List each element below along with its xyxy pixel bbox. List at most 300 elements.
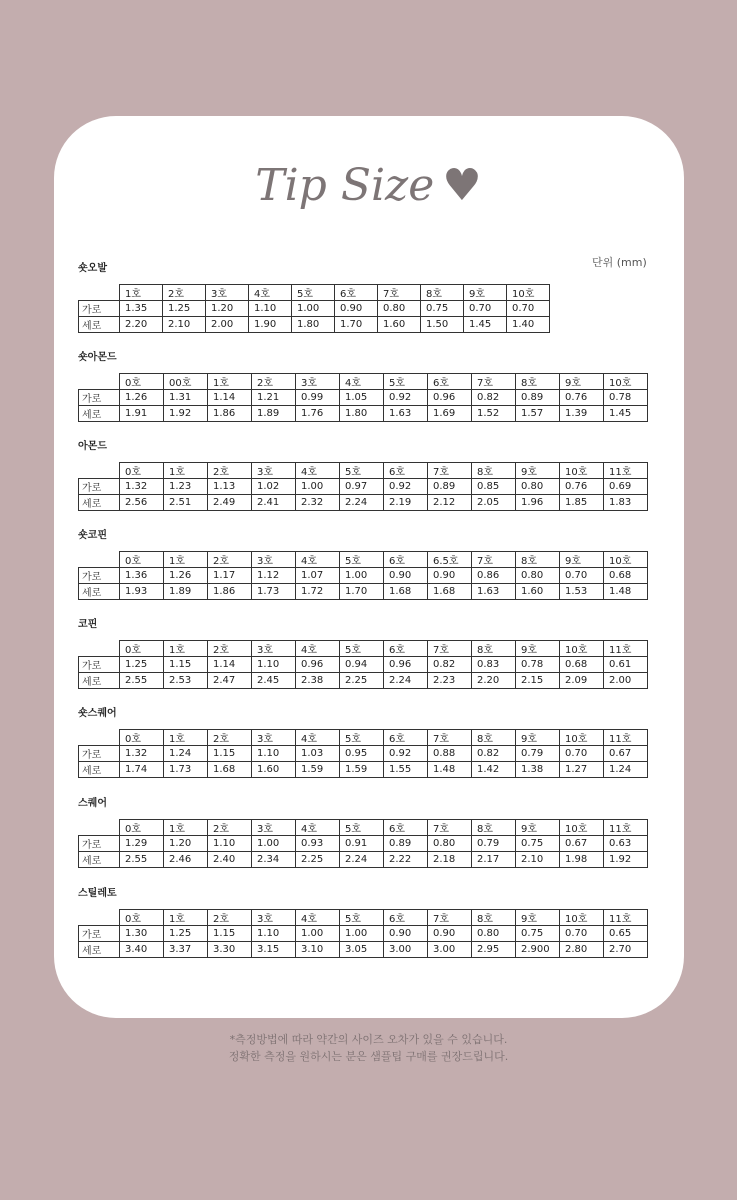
table-row bbox=[79, 657, 648, 673]
width-cell: 1.10 bbox=[252, 746, 296, 762]
width-cell: 0.63 bbox=[604, 836, 648, 852]
width-cell: 0.90 bbox=[384, 926, 428, 942]
size-header-cell: 10호 bbox=[560, 463, 604, 479]
size-header-cell: 7호 bbox=[428, 730, 472, 746]
length-cell: 1.48 bbox=[428, 762, 472, 778]
width-cell: 1.23 bbox=[164, 479, 208, 495]
length-cell: 2.19 bbox=[384, 495, 428, 511]
size-section bbox=[78, 529, 648, 600]
length-cell: 1.70 bbox=[335, 317, 378, 333]
header-corner bbox=[79, 374, 120, 390]
size-header-cell: 1호 bbox=[164, 730, 208, 746]
size-header-cell: 5호 bbox=[340, 552, 384, 568]
table-row bbox=[79, 852, 648, 868]
size-header-cell: 5호 bbox=[340, 820, 384, 836]
length-cell: 1.55 bbox=[384, 762, 428, 778]
length-cell: 1.60 bbox=[252, 762, 296, 778]
length-cell: 1.74 bbox=[120, 762, 164, 778]
size-section bbox=[78, 440, 648, 511]
length-cell: 2.56 bbox=[120, 495, 164, 511]
length-cell: 2.17 bbox=[472, 852, 516, 868]
width-cell: 0.88 bbox=[428, 746, 472, 762]
row-label: 세로 bbox=[79, 495, 120, 511]
width-cell: 1.29 bbox=[120, 836, 164, 852]
table-row bbox=[79, 463, 648, 479]
header-corner bbox=[79, 641, 120, 657]
width-cell: 0.67 bbox=[560, 836, 604, 852]
table-row bbox=[79, 495, 648, 511]
width-cell: 0.70 bbox=[560, 746, 604, 762]
width-cell: 1.14 bbox=[208, 657, 252, 673]
width-cell: 0.93 bbox=[296, 836, 340, 852]
size-header-cell: 6호 bbox=[384, 820, 428, 836]
length-cell: 2.51 bbox=[164, 495, 208, 511]
size-header-cell: 0호 bbox=[120, 463, 164, 479]
width-cell: 0.80 bbox=[516, 479, 560, 495]
width-cell: 1.10 bbox=[249, 301, 292, 317]
length-cell: 1.42 bbox=[472, 762, 516, 778]
size-header-cell: 10호 bbox=[560, 730, 604, 746]
size-header-cell: 11호 bbox=[604, 730, 648, 746]
row-label: 세로 bbox=[79, 406, 120, 422]
size-header-cell: 0호 bbox=[120, 552, 164, 568]
length-cell: 1.39 bbox=[560, 406, 604, 422]
size-table bbox=[78, 373, 648, 422]
width-cell: 1.25 bbox=[164, 926, 208, 942]
size-header-cell: 0호 bbox=[120, 641, 164, 657]
section-title: 숏코핀 bbox=[78, 530, 107, 541]
length-cell: 3.37 bbox=[164, 942, 208, 958]
length-cell: 2.10 bbox=[163, 317, 206, 333]
size-header-cell: 9호 bbox=[516, 820, 560, 836]
length-cell: 2.40 bbox=[208, 852, 252, 868]
length-cell: 1.68 bbox=[384, 584, 428, 600]
length-cell: 1.91 bbox=[120, 406, 164, 422]
size-header-cell: 11호 bbox=[604, 641, 648, 657]
length-cell: 3.15 bbox=[252, 942, 296, 958]
width-cell: 1.10 bbox=[252, 657, 296, 673]
length-cell: 1.59 bbox=[296, 762, 340, 778]
width-cell: 0.68 bbox=[604, 568, 648, 584]
length-cell: 1.59 bbox=[340, 762, 384, 778]
size-header-cell: 4호 bbox=[296, 552, 340, 568]
size-header-cell: 7호 bbox=[428, 910, 472, 926]
width-cell: 1.15 bbox=[208, 746, 252, 762]
length-cell: 1.52 bbox=[472, 406, 516, 422]
size-header-cell: 3호 bbox=[252, 910, 296, 926]
length-cell: 2.24 bbox=[384, 673, 428, 689]
size-table bbox=[78, 909, 648, 958]
width-cell: 0.89 bbox=[516, 390, 560, 406]
table-row bbox=[79, 836, 648, 852]
size-header-cell: 7호 bbox=[428, 463, 472, 479]
table-row bbox=[79, 285, 550, 301]
table-row bbox=[79, 374, 648, 390]
unit-label: 단위 (mm) bbox=[592, 256, 647, 269]
size-header-cell: 7호 bbox=[472, 374, 516, 390]
length-cell: 2.38 bbox=[296, 673, 340, 689]
width-cell: 0.80 bbox=[428, 836, 472, 852]
width-cell: 0.67 bbox=[604, 746, 648, 762]
width-cell: 1.10 bbox=[208, 836, 252, 852]
width-cell: 0.80 bbox=[516, 568, 560, 584]
length-cell: 2.22 bbox=[384, 852, 428, 868]
size-header-cell: 2호 bbox=[163, 285, 206, 301]
header-corner bbox=[79, 730, 120, 746]
width-cell: 0.70 bbox=[560, 926, 604, 942]
length-cell: 1.73 bbox=[164, 762, 208, 778]
size-section bbox=[78, 887, 648, 958]
size-header-cell: 1호 bbox=[164, 910, 208, 926]
width-cell: 0.90 bbox=[384, 568, 428, 584]
size-table bbox=[78, 462, 648, 511]
width-cell: 0.79 bbox=[472, 836, 516, 852]
size-header-cell: 8호 bbox=[421, 285, 464, 301]
length-cell: 2.41 bbox=[252, 495, 296, 511]
width-cell: 0.89 bbox=[428, 479, 472, 495]
size-header-cell: 9호 bbox=[516, 730, 560, 746]
table-row bbox=[79, 673, 648, 689]
section-title: 코핀 bbox=[78, 619, 98, 630]
length-cell: 2.24 bbox=[340, 495, 384, 511]
size-header-cell: 4호 bbox=[296, 910, 340, 926]
width-cell: 1.36 bbox=[120, 568, 164, 584]
size-header-cell: 3호 bbox=[252, 730, 296, 746]
length-cell: 2.24 bbox=[340, 852, 384, 868]
length-cell: 2.53 bbox=[164, 673, 208, 689]
width-cell: 0.82 bbox=[472, 390, 516, 406]
size-header-cell: 9호 bbox=[464, 285, 507, 301]
size-header-cell: 5호 bbox=[340, 910, 384, 926]
width-cell: 0.65 bbox=[604, 926, 648, 942]
size-header-cell: 0호 bbox=[120, 730, 164, 746]
width-cell: 0.83 bbox=[472, 657, 516, 673]
length-cell: 2.25 bbox=[296, 852, 340, 868]
row-label: 세로 bbox=[79, 942, 120, 958]
size-section bbox=[78, 262, 550, 333]
width-cell: 0.61 bbox=[604, 657, 648, 673]
length-cell: 1.57 bbox=[516, 406, 560, 422]
size-header-cell: 1호 bbox=[208, 374, 252, 390]
size-header-cell: 9호 bbox=[516, 641, 560, 657]
size-header-cell: 8호 bbox=[472, 910, 516, 926]
length-cell: 3.40 bbox=[120, 942, 164, 958]
length-cell: 2.55 bbox=[120, 673, 164, 689]
width-cell: 1.00 bbox=[296, 926, 340, 942]
width-cell: 0.75 bbox=[516, 836, 560, 852]
size-header-cell: 9호 bbox=[516, 463, 560, 479]
header-corner bbox=[79, 285, 120, 301]
header-corner bbox=[79, 910, 120, 926]
length-cell: 2.45 bbox=[252, 673, 296, 689]
length-cell: 1.72 bbox=[296, 584, 340, 600]
size-header-cell: 7호 bbox=[428, 641, 472, 657]
size-header-cell: 8호 bbox=[516, 552, 560, 568]
width-cell: 0.92 bbox=[384, 746, 428, 762]
length-cell: 2.18 bbox=[428, 852, 472, 868]
width-cell: 1.07 bbox=[296, 568, 340, 584]
row-label: 가로 bbox=[79, 568, 120, 584]
row-label: 가로 bbox=[79, 657, 120, 673]
row-label: 세로 bbox=[79, 762, 120, 778]
size-header-cell: 3호 bbox=[252, 641, 296, 657]
width-cell: 1.24 bbox=[164, 746, 208, 762]
length-cell: 1.68 bbox=[428, 584, 472, 600]
size-section bbox=[78, 707, 648, 778]
heart-icon: ♥ bbox=[442, 160, 482, 211]
header-corner bbox=[79, 552, 120, 568]
size-header-cell: 1호 bbox=[164, 641, 208, 657]
size-header-cell: 3호 bbox=[252, 552, 296, 568]
size-header-cell: 5호 bbox=[340, 730, 384, 746]
width-cell: 1.25 bbox=[120, 657, 164, 673]
width-cell: 0.97 bbox=[340, 479, 384, 495]
width-cell: 0.78 bbox=[516, 657, 560, 673]
size-header-cell: 6호 bbox=[384, 910, 428, 926]
section-title: 숏스퀘어 bbox=[78, 708, 117, 719]
length-cell: 2.34 bbox=[252, 852, 296, 868]
width-cell: 0.75 bbox=[516, 926, 560, 942]
section-title: 스틸레토 bbox=[78, 888, 117, 899]
length-cell: 1.24 bbox=[604, 762, 648, 778]
size-header-cell: 7호 bbox=[472, 552, 516, 568]
length-cell: 1.60 bbox=[378, 317, 421, 333]
length-cell: 1.63 bbox=[384, 406, 428, 422]
size-header-cell: 8호 bbox=[472, 730, 516, 746]
table-row bbox=[79, 584, 648, 600]
size-table bbox=[78, 729, 648, 778]
length-cell: 1.48 bbox=[604, 584, 648, 600]
size-header-cell: 7호 bbox=[378, 285, 421, 301]
size-header-cell: 10호 bbox=[604, 374, 648, 390]
size-header-cell: 2호 bbox=[208, 910, 252, 926]
table-row bbox=[79, 390, 648, 406]
table-row bbox=[79, 568, 648, 584]
size-header-cell: 5호 bbox=[384, 374, 428, 390]
width-cell: 1.00 bbox=[292, 301, 335, 317]
size-header-cell: 6호 bbox=[335, 285, 378, 301]
length-cell: 1.80 bbox=[292, 317, 335, 333]
length-cell: 2.10 bbox=[516, 852, 560, 868]
table-row bbox=[79, 942, 648, 958]
width-cell: 1.14 bbox=[208, 390, 252, 406]
size-section bbox=[78, 618, 648, 689]
size-header-cell: 0호 bbox=[120, 374, 164, 390]
length-cell: 1.40 bbox=[507, 317, 550, 333]
width-cell: 0.96 bbox=[296, 657, 340, 673]
width-cell: 0.96 bbox=[428, 390, 472, 406]
footer-note bbox=[0, 1031, 737, 1065]
size-header-cell: 10호 bbox=[560, 641, 604, 657]
length-cell: 1.92 bbox=[164, 406, 208, 422]
width-cell: 0.85 bbox=[472, 479, 516, 495]
row-label: 가로 bbox=[79, 746, 120, 762]
width-cell: 0.82 bbox=[472, 746, 516, 762]
length-cell: 1.50 bbox=[421, 317, 464, 333]
length-cell: 3.10 bbox=[296, 942, 340, 958]
footer-line: 정확한 측정을 원하시는 분은 샘플팁 구매를 권장드립니다. bbox=[228, 1050, 509, 1063]
length-cell: 2.80 bbox=[560, 942, 604, 958]
length-cell: 1.69 bbox=[428, 406, 472, 422]
size-header-cell: 4호 bbox=[296, 730, 340, 746]
width-cell: 1.35 bbox=[120, 301, 163, 317]
width-cell: 0.80 bbox=[378, 301, 421, 317]
size-header-cell: 6.5호 bbox=[428, 552, 472, 568]
width-cell: 1.20 bbox=[206, 301, 249, 317]
width-cell: 1.13 bbox=[208, 479, 252, 495]
size-header-cell: 4호 bbox=[340, 374, 384, 390]
width-cell: 1.31 bbox=[164, 390, 208, 406]
length-cell: 2.900 bbox=[516, 942, 560, 958]
length-cell: 1.60 bbox=[516, 584, 560, 600]
width-cell: 0.75 bbox=[421, 301, 464, 317]
width-cell: 1.26 bbox=[120, 390, 164, 406]
table-row bbox=[79, 406, 648, 422]
table-row bbox=[79, 926, 648, 942]
length-cell: 2.15 bbox=[516, 673, 560, 689]
table-row bbox=[79, 746, 648, 762]
width-cell: 1.10 bbox=[252, 926, 296, 942]
width-cell: 0.90 bbox=[428, 568, 472, 584]
length-cell: 1.90 bbox=[249, 317, 292, 333]
length-cell: 2.70 bbox=[604, 942, 648, 958]
length-cell: 2.25 bbox=[340, 673, 384, 689]
size-header-cell: 10호 bbox=[560, 820, 604, 836]
width-cell: 1.00 bbox=[252, 836, 296, 852]
section-title: 스퀘어 bbox=[78, 798, 107, 809]
row-label: 가로 bbox=[79, 479, 120, 495]
width-cell: 1.26 bbox=[164, 568, 208, 584]
size-header-cell: 11호 bbox=[604, 463, 648, 479]
width-cell: 1.32 bbox=[120, 479, 164, 495]
width-cell: 0.96 bbox=[384, 657, 428, 673]
size-header-cell: 6호 bbox=[384, 552, 428, 568]
length-cell: 1.98 bbox=[560, 852, 604, 868]
row-label: 가로 bbox=[79, 836, 120, 852]
length-cell: 1.83 bbox=[604, 495, 648, 511]
size-header-cell: 4호 bbox=[249, 285, 292, 301]
row-label: 세로 bbox=[79, 584, 120, 600]
length-cell: 3.00 bbox=[428, 942, 472, 958]
size-header-cell: 3호 bbox=[206, 285, 249, 301]
size-header-cell: 0호 bbox=[120, 820, 164, 836]
width-cell: 0.92 bbox=[384, 390, 428, 406]
length-cell: 1.89 bbox=[164, 584, 208, 600]
size-header-cell: 9호 bbox=[560, 374, 604, 390]
row-label: 세로 bbox=[79, 852, 120, 868]
section-title: 숏오발 bbox=[78, 263, 107, 274]
size-header-cell: 8호 bbox=[472, 820, 516, 836]
size-header-cell: 10호 bbox=[604, 552, 648, 568]
size-header-cell: 11호 bbox=[604, 910, 648, 926]
width-cell: 1.05 bbox=[340, 390, 384, 406]
length-cell: 2.95 bbox=[472, 942, 516, 958]
width-cell: 1.25 bbox=[163, 301, 206, 317]
size-header-cell: 2호 bbox=[208, 552, 252, 568]
length-cell: 2.05 bbox=[472, 495, 516, 511]
width-cell: 0.82 bbox=[428, 657, 472, 673]
width-cell: 0.94 bbox=[340, 657, 384, 673]
size-header-cell: 10호 bbox=[507, 285, 550, 301]
size-header-cell: 5호 bbox=[292, 285, 335, 301]
size-header-cell: 10호 bbox=[560, 910, 604, 926]
length-cell: 2.00 bbox=[604, 673, 648, 689]
size-header-cell: 8호 bbox=[516, 374, 560, 390]
size-header-cell: 1호 bbox=[164, 552, 208, 568]
width-cell: 1.00 bbox=[340, 926, 384, 942]
length-cell: 2.09 bbox=[560, 673, 604, 689]
size-table bbox=[78, 284, 550, 333]
length-cell: 2.20 bbox=[120, 317, 163, 333]
size-table bbox=[78, 551, 648, 600]
row-label: 가로 bbox=[79, 390, 120, 406]
table-row bbox=[79, 641, 648, 657]
width-cell: 0.80 bbox=[472, 926, 516, 942]
width-cell: 0.70 bbox=[507, 301, 550, 317]
size-header-cell: 3호 bbox=[296, 374, 340, 390]
width-cell: 0.68 bbox=[560, 657, 604, 673]
length-cell: 1.93 bbox=[120, 584, 164, 600]
size-header-cell: 2호 bbox=[208, 820, 252, 836]
length-cell: 2.46 bbox=[164, 852, 208, 868]
size-section bbox=[78, 351, 648, 422]
size-header-cell: 5호 bbox=[340, 463, 384, 479]
length-cell: 1.70 bbox=[340, 584, 384, 600]
size-header-cell: 9호 bbox=[560, 552, 604, 568]
length-cell: 2.20 bbox=[472, 673, 516, 689]
length-cell: 2.47 bbox=[208, 673, 252, 689]
header-corner bbox=[79, 463, 120, 479]
length-cell: 1.27 bbox=[560, 762, 604, 778]
width-cell: 1.00 bbox=[296, 479, 340, 495]
length-cell: 1.45 bbox=[604, 406, 648, 422]
width-cell: 0.76 bbox=[560, 479, 604, 495]
width-cell: 1.20 bbox=[164, 836, 208, 852]
length-cell: 2.55 bbox=[120, 852, 164, 868]
section-title: 숏아몬드 bbox=[78, 352, 117, 363]
size-header-cell: 4호 bbox=[296, 641, 340, 657]
size-section bbox=[78, 797, 648, 868]
size-header-cell: 2호 bbox=[208, 463, 252, 479]
row-label: 가로 bbox=[79, 926, 120, 942]
length-cell: 2.49 bbox=[208, 495, 252, 511]
length-cell: 1.73 bbox=[252, 584, 296, 600]
table-row bbox=[79, 820, 648, 836]
width-cell: 1.03 bbox=[296, 746, 340, 762]
width-cell: 1.12 bbox=[252, 568, 296, 584]
table-row bbox=[79, 301, 550, 317]
width-cell: 1.15 bbox=[208, 926, 252, 942]
size-header-cell: 6호 bbox=[384, 463, 428, 479]
page-title bbox=[0, 160, 737, 211]
footer-line: *측정방법에 따라 약간의 사이즈 오차가 있을 수 있습니다. bbox=[229, 1033, 508, 1046]
size-header-cell: 1호 bbox=[120, 285, 163, 301]
width-cell: 0.86 bbox=[472, 568, 516, 584]
length-cell: 1.68 bbox=[208, 762, 252, 778]
width-cell: 0.69 bbox=[604, 479, 648, 495]
width-cell: 1.30 bbox=[120, 926, 164, 942]
size-header-cell: 0호 bbox=[120, 910, 164, 926]
size-header-cell: 7호 bbox=[428, 820, 472, 836]
size-header-cell: 3호 bbox=[252, 463, 296, 479]
length-cell: 3.00 bbox=[384, 942, 428, 958]
length-cell: 1.53 bbox=[560, 584, 604, 600]
size-header-cell: 6호 bbox=[384, 641, 428, 657]
width-cell: 0.91 bbox=[340, 836, 384, 852]
width-cell: 0.90 bbox=[335, 301, 378, 317]
table-row bbox=[79, 552, 648, 568]
length-cell: 1.45 bbox=[464, 317, 507, 333]
